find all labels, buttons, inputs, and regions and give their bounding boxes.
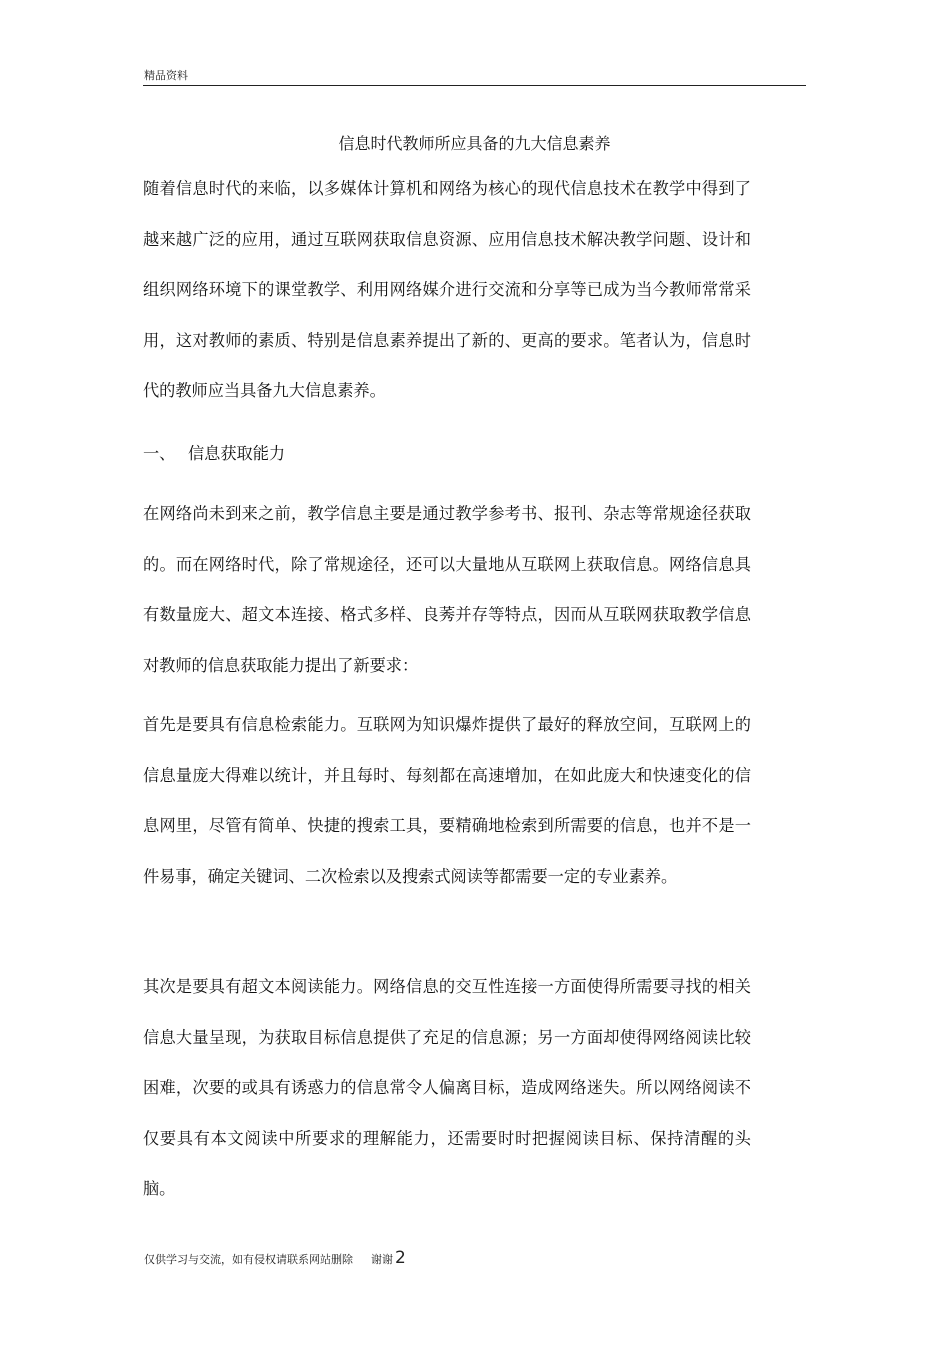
footer-note: 仅供学习与交流，如有侵权请联系网站删除 [144, 1253, 353, 1266]
paragraph: 在网络尚未到来之前，教学信息主要是通过教学参考书、报刊、杂志等常规途径获取的。而在网络时代，除了常规途径，还可以大量地从互联网上获取信息。网络信息具有数量庞大、超文本连接、格式多样、良莠并存等特点，因而从互联网获取教学信息对教师的信息获取能力提出了新要求： [143, 504, 751, 675]
section-number: 一、 [143, 444, 176, 463]
footer [144, 1248, 406, 1268]
header-divider [143, 85, 806, 86]
paragraph: 其次是要具有超文本阅读能力。网络信息的交互性连接一方面使得所需要寻找的相关信息大量呈现，为获取目标信息提供了充足的信息源；另一方面却使得网络阅读比较困难，次要的或具有诱惑力的信息常令人偏离目标，造成网络迷失。所以网络阅读不仅要具有本文阅读中所要求的理解能力，还需要时时把握阅读目标、保持清醒的头脑。 [143, 977, 751, 1198]
document-title: 信息时代教师所应具备的九大信息素养 [338, 134, 611, 153]
footer-thanks: 谢谢 [371, 1253, 393, 1266]
intro-paragraph: 随着信息时代的来临，以多媒体计算机和网络为核心的现代信息技术在教学中得到了越来越广泛的应用，通过互联网获取信息资源、应用信息技术解决教学问题、设计和组织网络环境下的课堂教学、利用网络媒介进行交流和分享等已成为当今教师常常采用，这对教师的素质、特别是信息素养提出了新的、更高的要求。笔者认为，信息时代的教师应当具备九大信息素养。 [143, 179, 751, 400]
header-label: 精品资料 [144, 69, 188, 82]
paragraph: 首先是要具有信息检索能力。互联网为知识爆炸提供了最好的释放空间，互联网上的信息量庞大得难以统计，并且每时、每刻都在高速增加，在如此庞大和快速变化的信息网里，尽管有简单、快捷的搜索工具，要精确地检索到所需要的信息，也并不是一件易事，确定关键词、二次检索以及搜索式阅读等都需要一定的专业素养。 [143, 715, 751, 886]
section-title: 信息获取能力 [188, 444, 286, 463]
section-heading [143, 440, 285, 464]
page-number: 2 [395, 1248, 406, 1268]
